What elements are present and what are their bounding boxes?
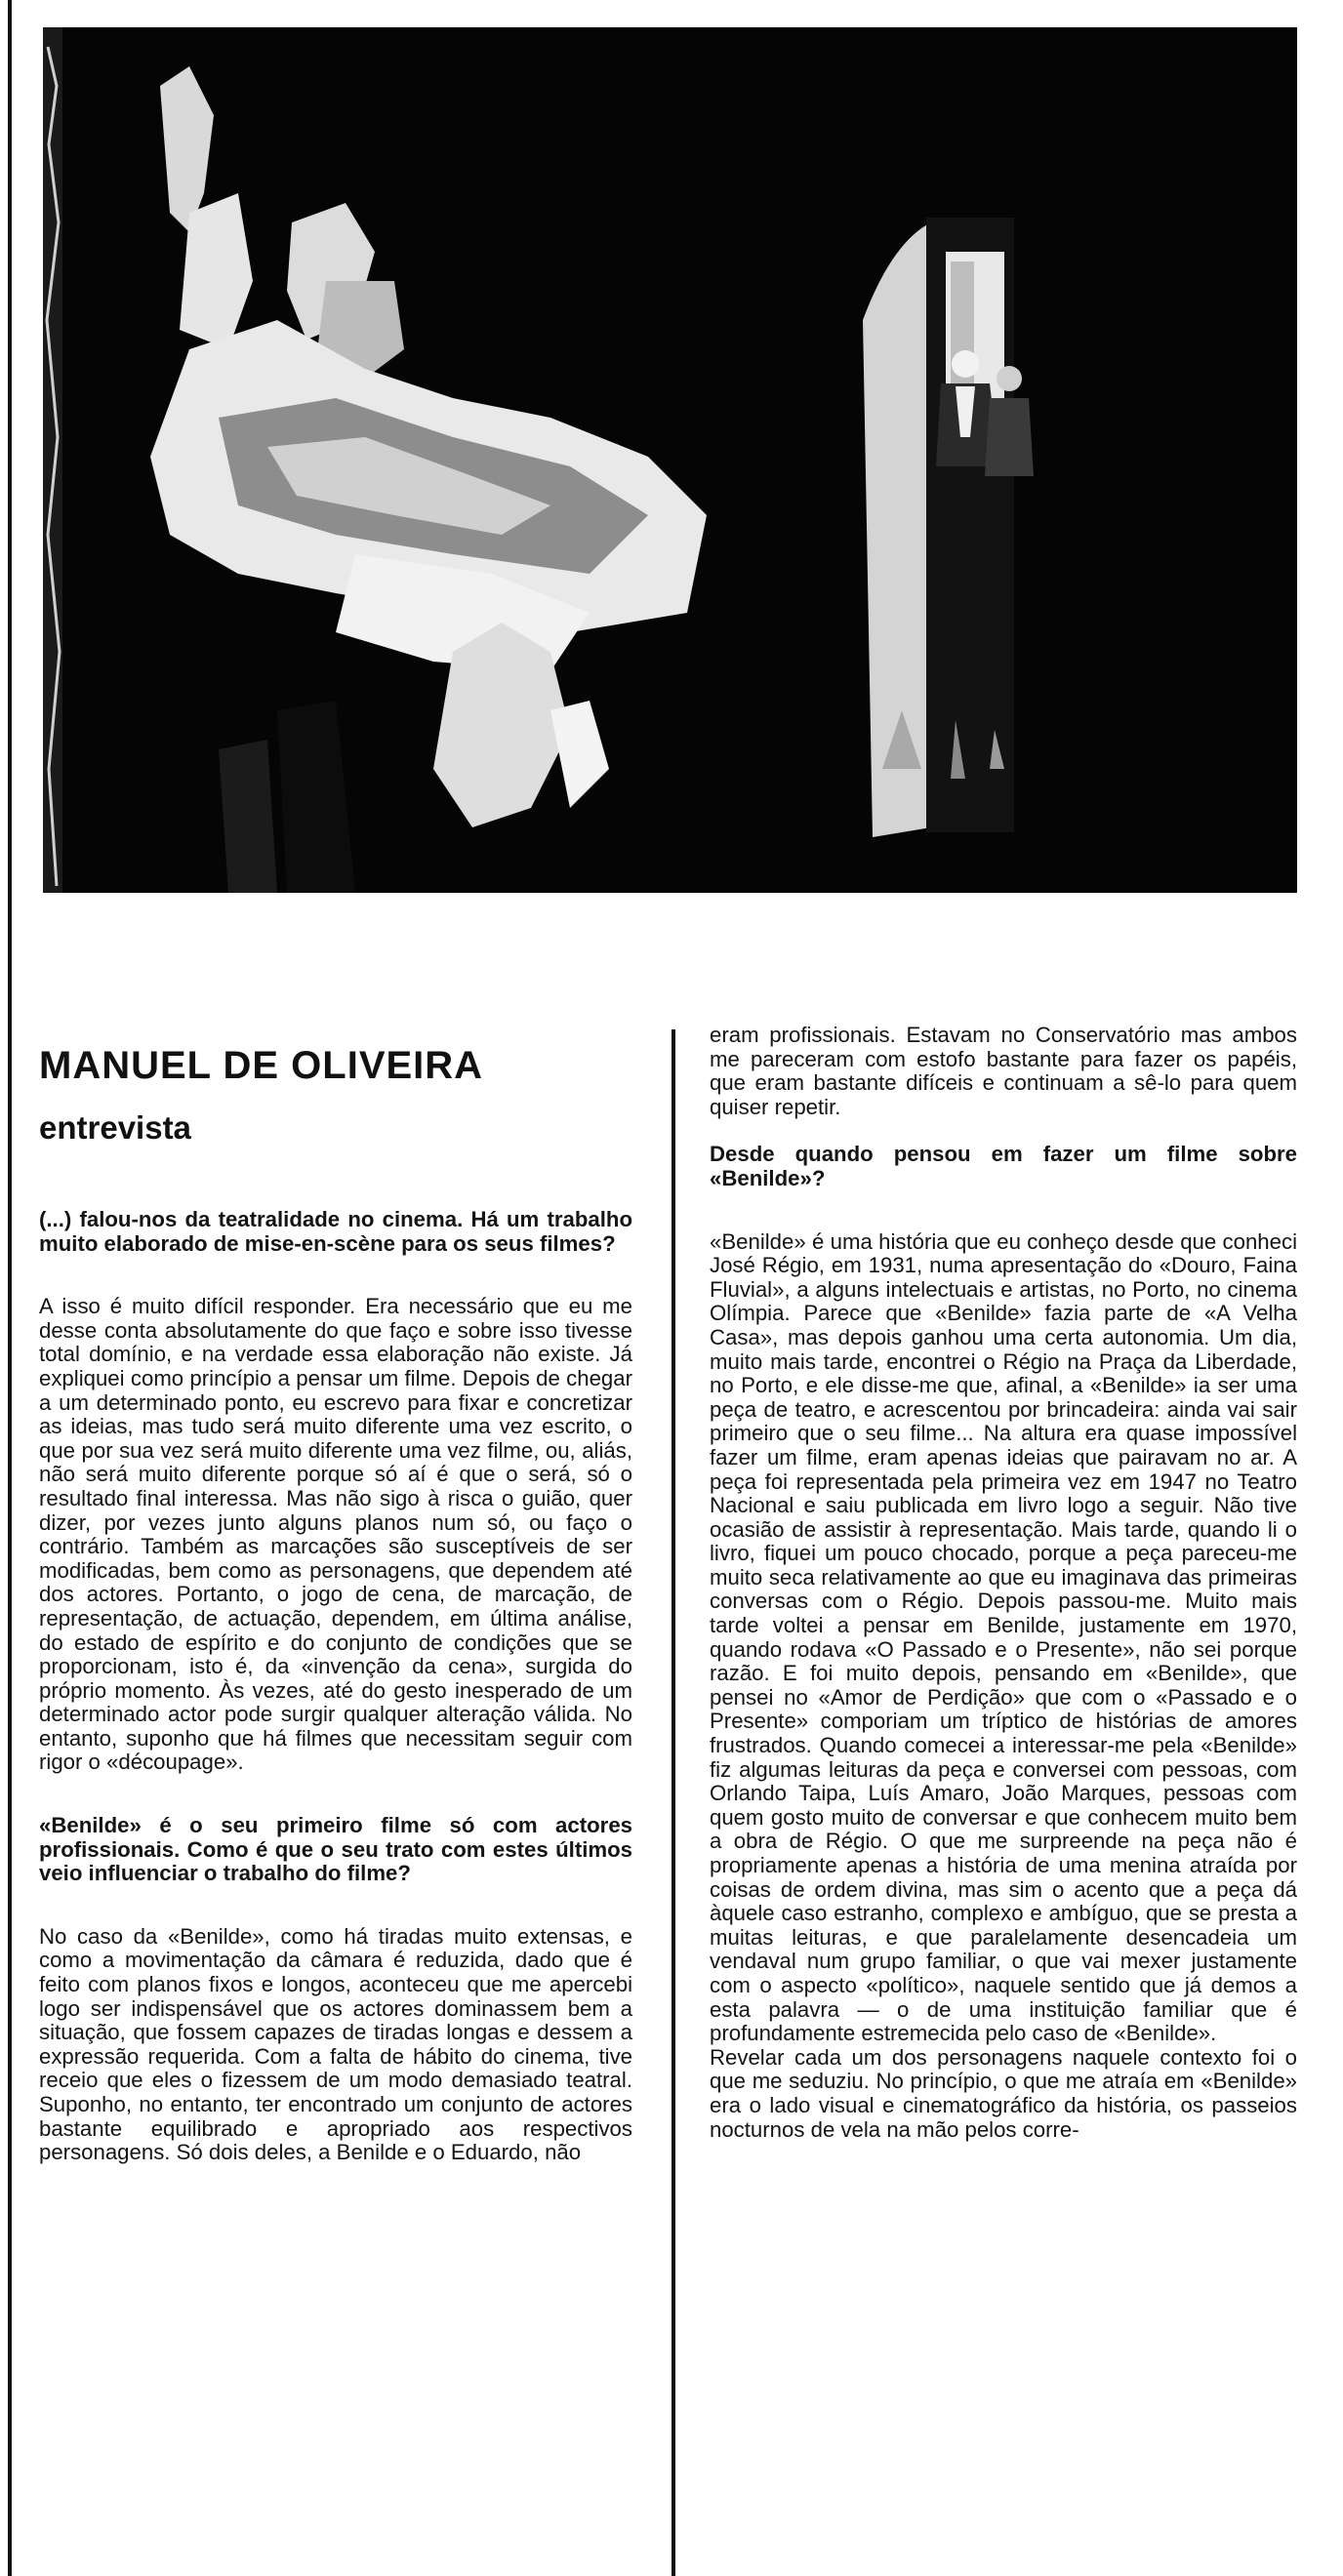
interview-question: Desde quando pensou em fazer um filme sobre «Benilde»?	[710, 1142, 1297, 1190]
interview-answer: Revelar cada um dos personagens naquele contexto foi o que me seduziu. No princípio, o que me atraía em «Benilde» era o lado visual e cinematográfico da história, os passeios nocturnos de vela na mão pelos corre-	[710, 2044, 1297, 2142]
interview-answer: A isso é muito difícil responder. Era necessário que eu me desse conta absolutamente do que faço e sobre isso tivesse total domínio, e na verdade essa elaboração não existe. Já expliquei como princípio a pensar um filme. Depois de chegar a um determinado ponto, eu escrevo para fixar e concretizar as ideias, mas tudo será muito diferente uma vez escrito, o que por sua vez será muito diferente uma vez filme, ou, aliás, não será muito diferente porque só aí é que o será, só o resultado final interessa. Mas não sigo à risca o guião, quer dizer, por vezes junto alguns planos num só, ou faço o contrário. Também as marcações são susceptíveis de ser modificadas, bem como as personagens, que dependem até dos actores. Portanto, o jogo de cena, de marcação, de representação, de actuação, dependem, em última análise, do estado de espírito e do conjunto de condições que se proporcionam, isto é, da «invenção da cena», surgida do próprio momento. Às vezes, até do gesto inesperado de um determinado actor pode surgir qualquer alteração válida. No entanto, suponho que há filmes que necessitam seguir com rigor o «découpage».	[39, 1294, 632, 1775]
film-still-photo	[43, 27, 1297, 893]
column-divider	[672, 1029, 675, 2576]
interview-question: (...) falou-nos da teatralidade no cinema. Há um trabalho muito elaborado de mise-en-scène para os seus filmes?	[39, 1207, 632, 1256]
photo-illustration	[43, 27, 1297, 893]
article-title: MANUEL DE OLIVEIRA	[39, 1044, 484, 1087]
page-border-line	[8, 0, 12, 2576]
interview-answer: «Benilde» é uma história que eu conheço desde que conheci José Régio, em 1931, numa apresentação do «Douro, Faina Fluvial», a alguns intelectuais e artistas, no Porto, no cinema Olímpia. Parece que «Benilde» fazia parte de «A Velha Casa», mas depois ganhou uma certa autonomia. Um dia, muito mais tarde, encontrei o Régio na Praça da Liberdade, no Porto, e ele disse-me que, afinal, a «Benilde» ia ser uma peça de teatro, e acrescentou por brincadeira: ainda vai sair primeiro que o seu filme... Na altura era quase impossível fazer um filme, eram apenas ideias que pairavam no ar. A peça foi representada pela primeira vez em 1947 no Teatro Nacional e saiu publicada em livro logo a seguir. Não tive ocasião de assistir à representação. Mais tarde, quando li o livro, fiquei um pouco chocado, porque a peça pareceu-me muito seca relativamente ao que eu imaginava das primeiras conversas com o Régio. Depois passou-me. Muito mais tarde voltei a pensar em Benilde, justamente em 1970, quando rodava «O Passado e o Presente», não sei porque razão. E foi muito depois, pensando em «Benilde», que pensei no «Amor de Perdição» que com o «Passado e o Presente» comporiam um tríptico de histórias de amores frustrados. Quando comecei a interessar-me pela «Benilde» fiz algumas leituras da peça e conversei com pessoas, com Orlando Taipa, Luís Amaro, João Marques, pessoas com quem gosto muito de conversar e que conhecem muito bem a obra de Régio. O que me surpreende na peça não é propriamente apenas a história de uma menina atraída por coisas de ordem divina, mas sim o acento que a peça dá àquele caso estranho, complexo e ambíguo, que se presta a muitas leituras, e que paralelamente desencadeia um vendaval num grupo familiar, o que vai mexer justamente com o aspecto «político», naquele sentido que já demos a esta palavra — o de uma instituição familiar que é profundamente estremecida pelo caso de «Benilde».	[710, 1228, 1297, 2046]
right-column	[710, 1024, 1297, 2142]
interview-answer: eram profissionais. Estavam no Conservatório mas ambos me pareceram com estofo bastante para fazer os papéis, que eram bastante difíceis e continuam a sê-lo para quem quiser repetir.	[710, 1023, 1297, 1119]
interview-question: «Benilde» é o seu primeiro filme só com actores profissionais. Como é que o seu trato com estes últimos veio influenciar o trabalho do filme?	[39, 1813, 632, 1886]
article-subtitle: entrevista	[39, 1109, 191, 1146]
interview-answer: No caso da «Benilde», como há tiradas muito extensas, e como a movimentação da câmara é reduzida, dado que é feito com planos fixos e longos, aconteceu que me apercebi logo ser indispensável que os actores dominassem bem a situação, que fossem capazes de tiradas longas e dessem a expressão requerida. Com a falta de hábito do cinema, tive receio que eles o fizessem de um modo demasiado teatral. Suponho, no entanto, ter encontrado um conjunto de actores bastante equilibrado e apropriado aos respectivos personagens. Só dois deles, a Benilde e o Eduardo, não	[39, 1923, 632, 2165]
left-column	[39, 1208, 632, 2165]
